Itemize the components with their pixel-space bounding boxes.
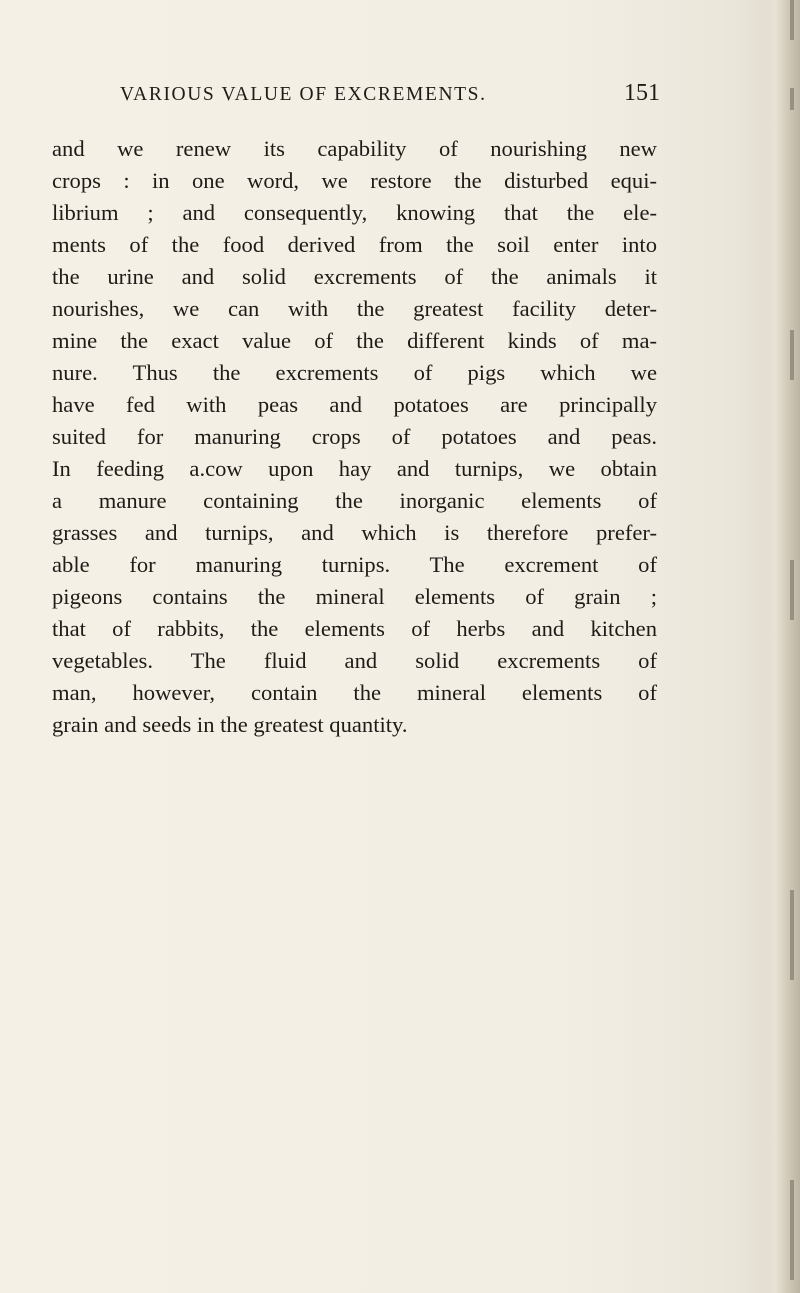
text-line: man, however, contain the mineral elements of (52, 680, 657, 705)
edge-mark (790, 1180, 794, 1280)
text-line: nure. Thus the excrements of pigs which we (52, 360, 657, 385)
edge-mark (790, 0, 794, 40)
text-line: a manure containing the inorganic elements of (52, 488, 657, 513)
text-line: that of rabbits, the elements of herbs and kitchen (52, 616, 657, 641)
page-binding-edge (762, 0, 800, 1293)
text-line: grasses and turnips, and which is therefore prefer- (52, 520, 657, 545)
text-line: In feeding a.cow upon hay and turnips, we obtain (52, 456, 657, 481)
page-number: 151 (624, 80, 660, 106)
running-head (120, 80, 660, 110)
text-line: crops : in one word, we restore the disturbed equi- (52, 168, 657, 193)
edge-mark (790, 890, 794, 980)
edge-mark (790, 560, 794, 620)
text-line: librium ; and consequently, knowing that the ele- (52, 200, 657, 225)
text-line: suited for manuring crops of potatoes and peas. (52, 424, 657, 449)
text-line: and we renew its capability of nourishing new (52, 136, 657, 161)
text-line: grain and seeds in the greatest quantity. (52, 712, 408, 737)
text-line: able for manuring turnips. The excrement of (52, 552, 657, 577)
text-line: mine the exact value of the different kinds of ma- (52, 328, 657, 353)
edge-mark (790, 330, 794, 380)
edge-mark (790, 88, 794, 110)
text-line: vegetables. The fluid and solid excrements of (52, 648, 657, 673)
text-line: ments of the food derived from the soil enter into (52, 232, 657, 257)
text-line: have fed with peas and potatoes are principally (52, 392, 657, 417)
text-line: nourishes, we can with the greatest facility deter- (52, 296, 657, 321)
text-line: the urine and solid excrements of the animals it (52, 264, 657, 289)
running-title: VARIOUS VALUE OF EXCREMENTS. (120, 84, 487, 105)
body-paragraph (52, 133, 657, 741)
text-line: pigeons contains the mineral elements of grain ; (52, 584, 657, 609)
